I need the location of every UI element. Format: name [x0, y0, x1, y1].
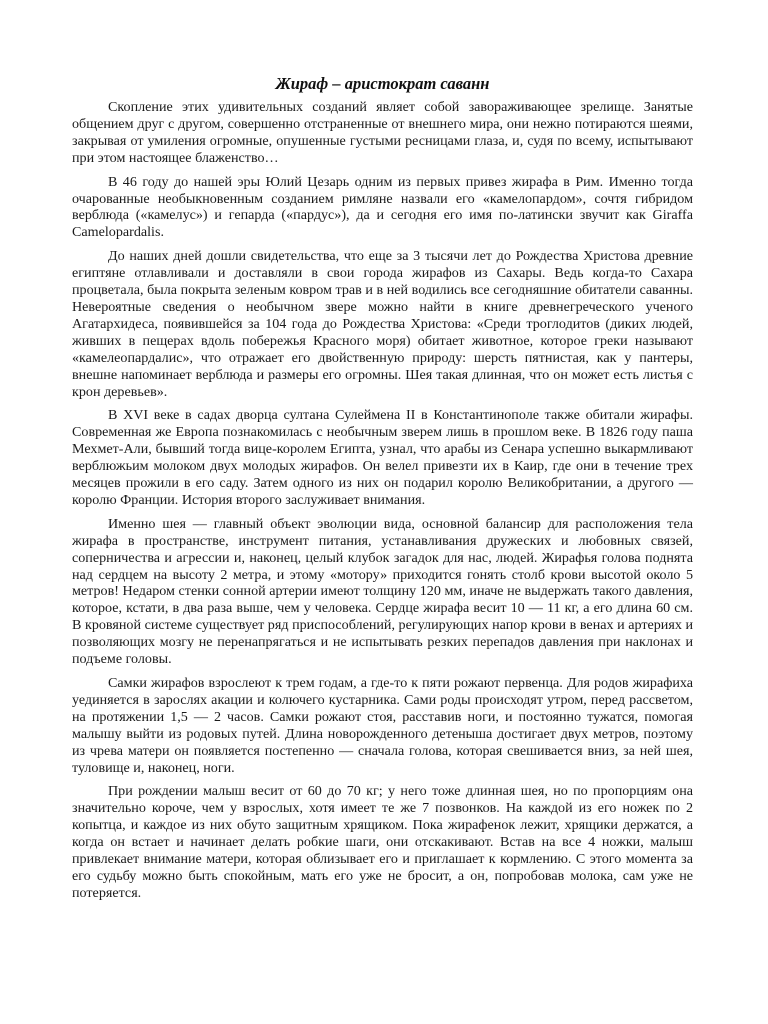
document-page: [72, 74, 693, 909]
paragraph-birth: Самки жирафов взрослеют к трем годам, а где-то к пяти рожают первенца. Для родов жирафиха уединяется в зарослях акации и колючего кустарника. Сами роды происходят утром, перед рассветом, на протяжении 1,5 — 2 часов. Самки рожают стоя, расставив ноги, и постоянно тужатся, помогая малышу выйти из родовых путей. Длина новорожденного детеныша достигает двух метров, поэтому из чрева матери он появляется постепенно — сначала голова, которая свешивается вниз, за ней шея, туловище и, наконец, ноги.: [72, 675, 693, 776]
paragraph-egypt: До наших дней дошли свидетельства, что еще за 3 тысячи лет до Рождества Христова древние египтяне отлавливали и доставляли в свои города жирафов из Сахары. Ведь когда-то Сахара процветала, была покрыта зеленым ковром трав и в ней водились все сегодняшние обитатели саванны. Невероятные сведения о необычном звере можно найти в книге древнегреческого ученого Агатархидеса, появившейся за 104 года до Рождества Христова: «Среди троглодитов (диких людей, живших в пещерах вдоль побережья Красного моря) обитает животное, которое греки называют «камелеопардалис», что отражает его двойственную природу: шерсть пятнистая, как у пантеры, внешне напоминает верблюда и размеры его огромны. Шея такая длинная, что он может есть листья с крон деревьев».: [72, 248, 693, 400]
paragraph-neck: Именно шея — главный объект эволюции вида, основной балансир для расположения тела жирафа в пространстве, инструмент питания, устанавливания дружеских и любовных связей, соперничества и агрессии и, наконец, целый клубок загадок для нас, людей. Жирафья голова поднята над сердцем на высоту 2 метра, и этому «мотору» приходится гонять столб крови высотой около 5 метров! Недаром стенки сонной артерии имеют толщину 120 мм, иначе не выдержать такого давления, которое, кстати, в два раза выше, чем у человека. Сердце жирафа весит 10 — 11 кг, а его длина 60 см. В кровяной системе существует ряд приспособлений, регулирующих напор крови в венах и артериях и позволяющих мозгу не перенапрягаться и не испытывать резких перепадов давления при наклонах и подъеме головы.: [72, 515, 693, 668]
paragraph-caesar: В 46 году до нашей эры Юлий Цезарь одним из первых привез жирафа в Рим. Именно тогда очарованные необыкновенным созданием римляне назвали его «камелопардом», сочтя гибридом верблюда («камелус») и гепарда («пардус»), да и сегодня его имя по-латински звучит как Giraffa Camelopardalis.: [72, 173, 693, 241]
paragraph-intro: Скопление этих удивительных созданий являет собой завораживающее зрелище. Занятые общением друг с другом, совершенно отстраненные от внешнего мира, они нежно потираются шеями, закрывая от умиления огромные, опушенные густыми ресницами глаза, и, судя по всему, испытывают при этом настоящее блаженство…: [72, 99, 693, 166]
page-title: Жираф – аристократ саванн: [275, 74, 490, 93]
paragraph-europe: В XVI веке в садах дворца султана Сулеймена II в Константинополе также обитали жирафы. Современная же Европа познакомилась с необычным зверем лишь в прошлом веке. В 1826 году паша Мехмет-Али, бывший тогда вице-королем Египта, узнал, что арабы из Сенара успешно выкармливают верблюжьим молоком двух молодых жирафов. Он велел привезти их в Каир, где они в течение трех месяцев прожили в его саду. Затем одного из них он подарил королю Великобритании, а другого — королю Франции. История второго заслуживает внимания.: [72, 407, 693, 508]
paragraph-calf: При рождении малыш весит от 60 до 70 кг; у него тоже длинная шея, но по пропорциям она значительно короче, чем у взрослых, хотя имеет те же 7 позвонков. На каждой из его ножек по 2 копытца, и каждое из них обуто защитным хрящиком. Пока жирафенок лежит, хрящики держатся, а когда он встает и начинает делать робкие шаги, они отскакивают. Встав на все 4 ножки, малыш привлекает внимание матери, которая облизывает его и приглашает к кормлению. С этого момента за его судьбу можно быть спокойным, мать его уже не бросит, а он, попробовав молока, сам уже не потеряется.: [72, 783, 693, 901]
